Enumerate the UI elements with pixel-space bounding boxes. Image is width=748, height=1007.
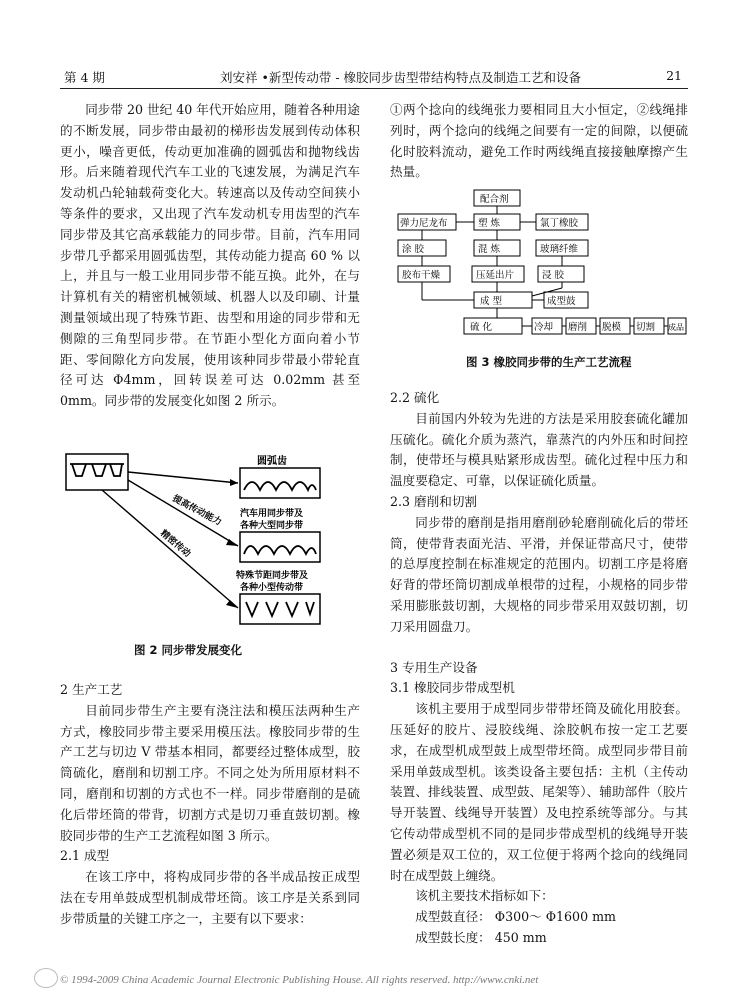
label-arc-tooth: 圆弧齿 xyxy=(257,456,287,467)
label-auto-belt-2: 各种大型同步带 xyxy=(240,521,304,531)
section-2-3-title: 2.3 磨削和切割 xyxy=(390,493,478,509)
section-3-title: 3 专用生产设备 xyxy=(390,659,478,675)
spec-drum-diameter: 成型鼓直径： Φ300～ Φ1600 mm xyxy=(415,909,616,925)
section-2-1-title: 2.1 成型 xyxy=(60,848,110,864)
section-2-3-text: 同步带的磨削是指用磨削砂轮磨削硫化后的带坯筒，使带背表面光洁、平滑，并保证带高尺寸，使带的总厚度控制在标准规定的范围内。切割工序是将磨好背的带坯筒切割成单根带的过程，小规格的同步带采用膨胀鼓切割，大规格的同步带采用双鼓切割，切刀采用圆盘刀。 xyxy=(390,514,688,634)
requirements-text: ①两个捻向的线绳张力要相同且大小恒定，②线绳排列时，两个捻向的线绳之间要有一定的间隙，以便硫化时胶料流动，避免工作时两线绳直接接触摩擦产生热量。 xyxy=(390,102,688,180)
arrow-to-special xyxy=(102,490,238,608)
cnki-logo-icon xyxy=(34,968,58,988)
text-nylon: 弹力尼龙布 xyxy=(400,218,448,229)
figure-2-diagram xyxy=(62,450,362,630)
figure-2 xyxy=(62,450,362,630)
label-precision: 精密传动 xyxy=(158,528,193,560)
page-number: 21 xyxy=(666,68,682,83)
figure-3 xyxy=(396,188,688,348)
arc-teeth xyxy=(244,482,316,490)
issue-number: 第 4 期 xyxy=(64,70,105,85)
text-dry: 胶布干燥 xyxy=(402,270,441,281)
figure-2-caption: 图 2 同步带发展变化 xyxy=(134,643,243,657)
left-column-bottom xyxy=(60,680,360,930)
text-compound: 配合剂 xyxy=(480,194,509,205)
arrow-to-auto xyxy=(128,480,238,546)
text-dip: 浸 胶 xyxy=(542,270,565,281)
article-title: 刘安祥 •新型传动带 - 橡胶同步齿型带结构特点及制造工艺和设备 xyxy=(220,70,582,85)
copyright-footer: © 1994-2009 China Academic Journal Electronic Publishing House. All rights reserved. http://www.cnki.net xyxy=(60,974,539,986)
text-form: 成 型 xyxy=(480,296,503,307)
text-coat: 涂 胶 xyxy=(402,244,425,255)
special-teeth xyxy=(246,602,314,616)
spec-intro: 该机主要技术指标如下： xyxy=(415,888,554,904)
label-special-belt-2: 各种小型传动带 xyxy=(240,583,304,593)
spec-drum-length: 成型鼓长度： 450 mm xyxy=(415,929,547,945)
label-increase-capacity: 提高传动能力 xyxy=(170,493,223,529)
right-column-bottom xyxy=(390,388,688,949)
text-cut: 切割 xyxy=(636,322,656,333)
left-column-top xyxy=(60,100,360,412)
right-column-top xyxy=(390,100,688,183)
text-product: 成品 xyxy=(668,323,684,332)
section-3-1-text: 该机主要用于成型同步带带坯筒及硫化用胶套。压延好的胶片、浸胶线绳、涂胶帆布按一定工艺要求，在成型机成型鼓上成型带坯筒。成型同步带目前采用单鼓成型机。该类设备主要包括：主机（主传动装置、排线装置、成型鼓、尾架等）、辅助部件（胶片导开装置、线绳导开装置）及电控系统等部分。与其它传动带成型机不同的是同步带成型机的线绳导开装置必须是双工位的，双工位便于将两个捻向的线绳同时在成型鼓上缠绕。 xyxy=(390,701,688,883)
text-vulcanize: 硫 化 xyxy=(470,322,493,333)
section-2-text: 目前同步带生产主要有浇注法和模压法两种生产方式，橡胶同步带主要采用模压法。橡胶同步带的生产工艺与切边 V 带基本相同，都要经过整体成型，胶筒硫化，磨削和切割工序。不同之处为所用原材料不同，磨削和切割的方式也不一样。同步带磨削的是硫化后带坯筒的带背，切割方式是切刀垂直鼓切割。橡胶同步带的生产工艺流程如图 3 所示。 xyxy=(60,702,360,843)
section-2-title: 2 生产工艺 xyxy=(60,682,123,697)
section-2-1-text: 在该工序中，将构成同步带的各半成品按正成型法在专用单鼓成型机制成带坯筒。该工序是关系到同步带质量的关键工序之一，主要有以下要求： xyxy=(60,869,360,926)
text-glass: 玻璃纤维 xyxy=(540,244,579,255)
running-header xyxy=(60,66,688,89)
section-3-1-title: 3.1 橡胶同步带成型机 xyxy=(390,680,515,696)
text-demold: 脱模 xyxy=(602,322,622,333)
trapezoid-teeth xyxy=(70,464,124,476)
label-auto-belt-1: 汽车用同步带及 xyxy=(240,509,304,519)
intro-paragraph: 同步带 20 世纪 40 年代开始应用，随着各种用途的不断发展，同步带由最初的梯形齿发展到传动体积更小，噪音更低，传动更加准确的圆弧齿和抛物线齿形。后来随着现代汽车工业的飞速发展，为满足汽车发动机凸轮轴载荷变化大。转速高以及传动空间狭小等条件的要求，又出现了汽车发动机专用齿型的汽车同步带及其它高承载能力的同步带。目前，汽车用同步带几乎都采用圆弧齿型，其传动能力提高 60 % 以上，并且与一般工业用同步带不能互换。此外，在与计算机有关的精密机械领域、机器人以及印刷、计量测量领域出现了特殊节距、齿型和用途的同步带和无侧隙的三角型同步带。在节距小型化方面向着小节距、零间隙化方向发展，使用该种同步带最小带轮直径可达 Φ4mm，回转误差可达 0.02mm 甚至 0mm。同步带的发展变化如图 2 所示。 xyxy=(60,102,360,409)
text-calender: 压延出片 xyxy=(476,270,515,281)
section-2-2-text: 目前国内外较为先进的方法是采用胶套硫化罐加压硫化。硫化介质为蒸汽，靠蒸汽的内外压和时间控制，使带坯与模具贴紧形成齿型。硫化过程中压力和温度要稳定、可靠，以保证硫化质量。 xyxy=(390,410,688,489)
auto-teeth xyxy=(244,546,316,554)
arrow-to-arc xyxy=(128,472,238,483)
figure-3-flowchart xyxy=(396,188,688,348)
text-drum: 成型鼓 xyxy=(547,296,576,307)
text-plasticate: 塑 炼 xyxy=(478,218,501,229)
section-2-2-title: 2.2 硫化 xyxy=(390,390,440,405)
text-mix: 混 炼 xyxy=(478,244,501,255)
figure-3-caption: 图 3 橡胶同步带的生产工艺流程 xyxy=(466,355,632,369)
label-special-belt-1: 特殊节距同步带及 xyxy=(236,571,309,581)
text-cool: 冷却 xyxy=(534,322,554,333)
text-grind: 磨削 xyxy=(568,322,588,333)
text-chloroprene: 氯丁橡胶 xyxy=(540,218,579,229)
